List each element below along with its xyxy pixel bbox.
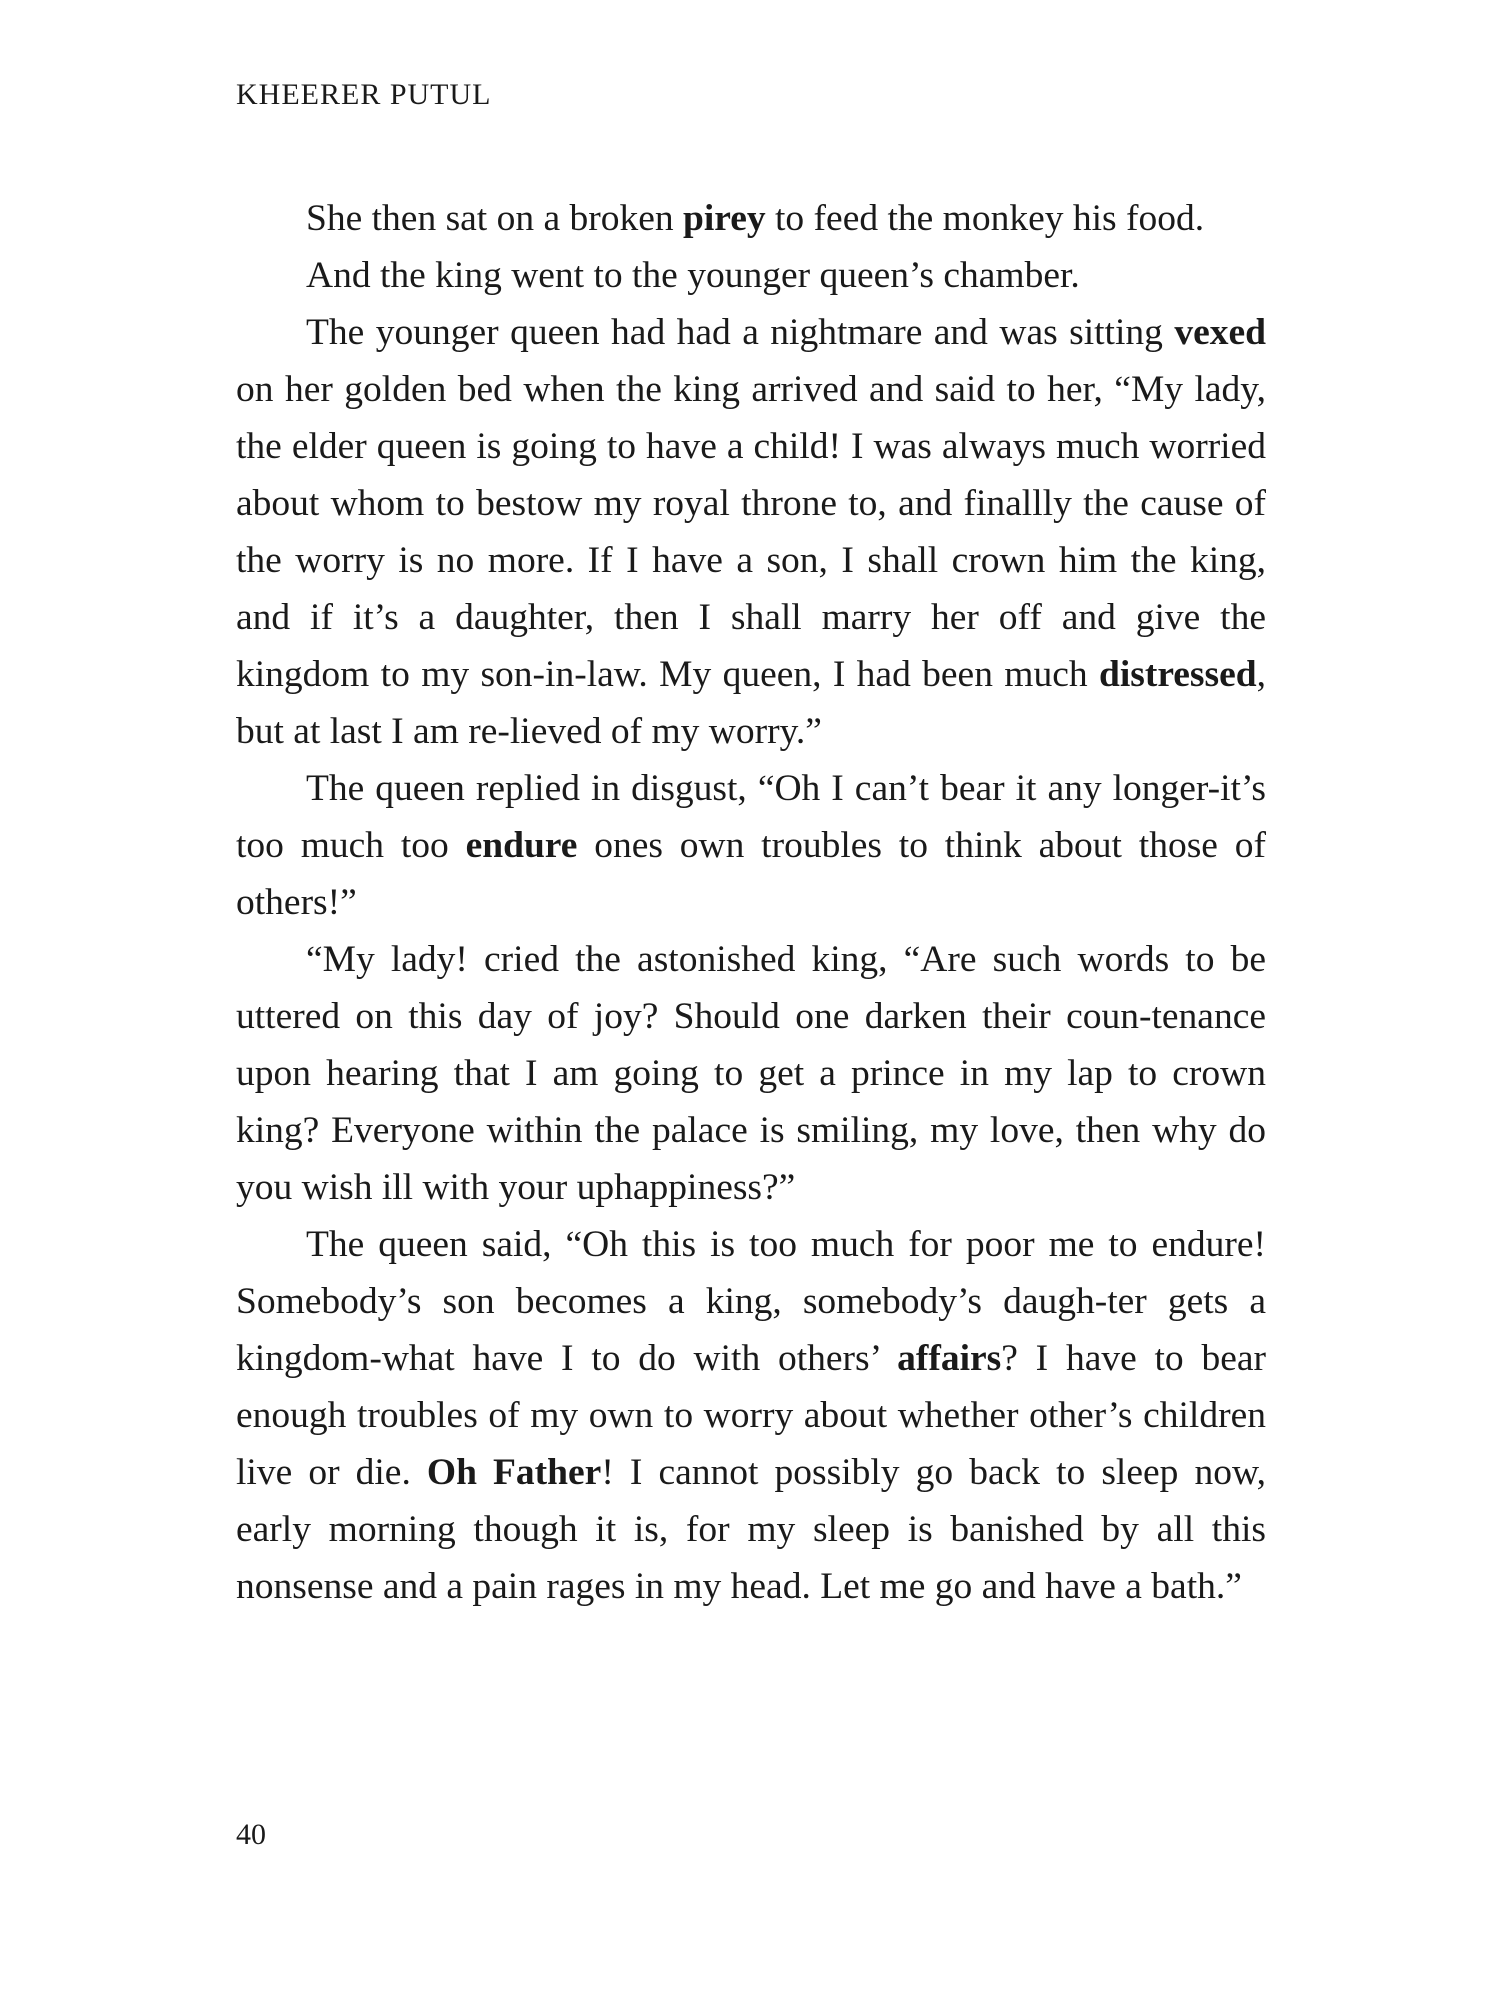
running-head: KHEERER PUTUL bbox=[236, 78, 492, 111]
bold-term: pirey bbox=[683, 198, 766, 239]
text-segment: The queen replied in disgust, “Oh I can’t bear it any longer-it’s too much too bbox=[236, 768, 1266, 866]
paragraph-3 bbox=[236, 304, 1266, 760]
bold-term: affairs bbox=[897, 1338, 1002, 1379]
text-segment: “My lady! cried the astonished king, “Are such words to be uttered on this day of joy? Should one darken their coun-tenance upon hearing that I am going to get a prince in my lap to crown king? Everyone within the palace is smiling, my love, then why do you wish ill with your uphappiness?” bbox=[236, 939, 1266, 1208]
text-segment: to feed the monkey his food. bbox=[765, 198, 1205, 239]
text-segment: ! I cannot possibly go back to sleep now, early morning though it is, for my sleep is banished by all this nonsense and a pain rages in my head. Let me go and have a bath.” bbox=[236, 1452, 1266, 1607]
bold-term: endure bbox=[465, 825, 578, 866]
text-segment: The queen said, “Oh this is too much for poor me to endure! Somebody’s son becomes a king, somebody’s daugh-ter gets a kingdom-what have I to do with others’ bbox=[236, 1224, 1266, 1379]
bold-term: Oh Father bbox=[426, 1452, 602, 1493]
paragraph-1 bbox=[236, 190, 1266, 247]
text-segment: She then sat on a broken bbox=[306, 198, 683, 239]
body-text bbox=[236, 190, 1266, 1615]
paragraph-4 bbox=[236, 760, 1266, 931]
bold-term: vexed bbox=[1174, 312, 1266, 353]
paragraph-6 bbox=[236, 1216, 1266, 1615]
paragraph-2 bbox=[236, 247, 1266, 304]
text-segment: , but at last I am re-lieved of my worry.” bbox=[236, 654, 1266, 752]
text-segment: The younger queen had had a nightmare and was sitting bbox=[306, 312, 1175, 353]
paragraph-5 bbox=[236, 931, 1266, 1216]
text-segment: on her golden bed when the king arrived and said to her, “My lady, the elder queen is going to have a child! I was always much worried about whom to bestow my royal throne to, and finallly the cause of the worry is no more. If I have a son, I shall crown him the king, and if it’s a daughter, then I shall marry her off and give the kingdom to my son-in-law. My queen, I had been much bbox=[236, 369, 1266, 695]
text-segment: ones own troubles to think about those of others!” bbox=[236, 825, 1266, 923]
text-segment: And the king went to the younger queen’s chamber. bbox=[306, 255, 1080, 296]
page-number: 40 bbox=[236, 1818, 266, 1851]
text-segment: ? I have to bear enough troubles of my own to worry about whether other’s children live or die. bbox=[236, 1338, 1266, 1493]
bold-term: distressed bbox=[1098, 654, 1257, 695]
